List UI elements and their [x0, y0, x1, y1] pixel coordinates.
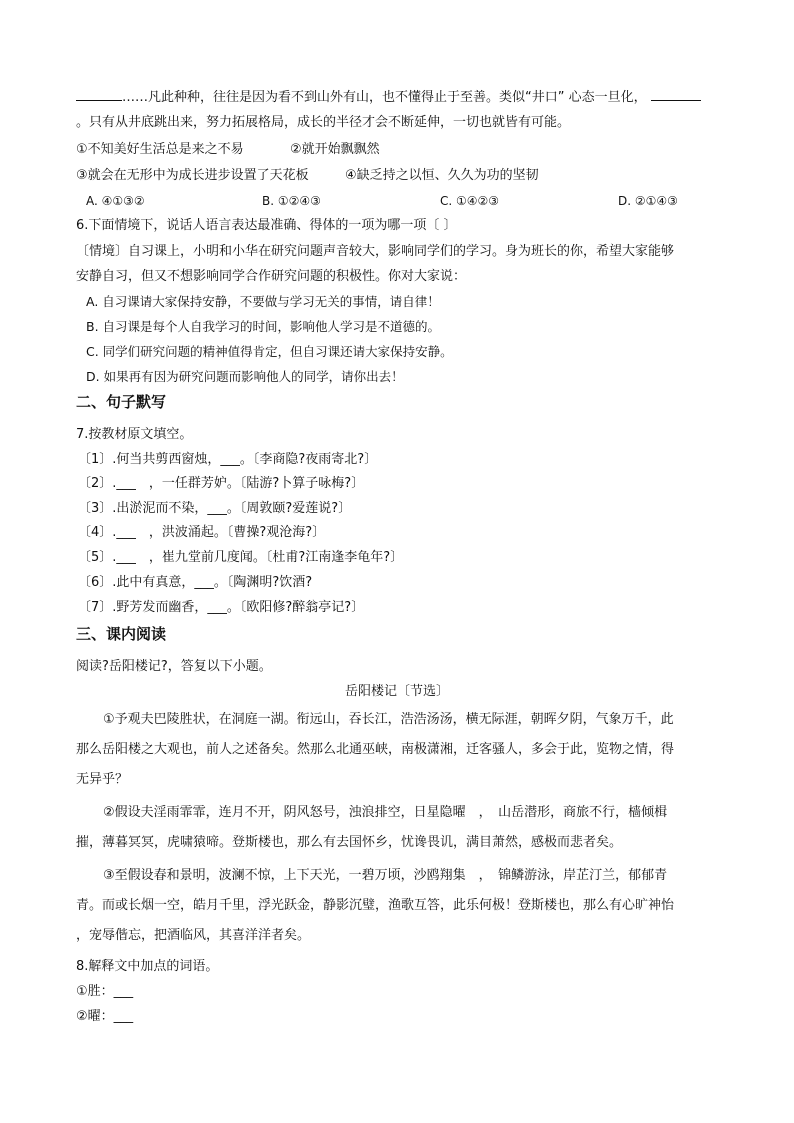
q6-stem: 6.下面情境下，说话人语言表达最准确、得体的一项为哪一项〔 〕	[76, 218, 457, 233]
q5-item-3: ③就会在无形中为成长进步设置了天花板	[76, 168, 309, 183]
q5-option-d[interactable]: D. ②①④③	[618, 194, 678, 208]
q8-stem: 8.解释文中加点的词语。	[76, 959, 219, 974]
q6-context-line1: 〔情境〕自习课上，小明和小华在研究问题声音较大，影响同学们的学习。身为班长的你，希望大家能够	[76, 244, 675, 259]
reading-title: 岳阳楼记〔节选〕	[344, 684, 449, 699]
q5-option-c[interactable]: C. ①④②③	[440, 194, 500, 208]
q7-item-6: 〔6〕.此中有真意，___。〔陶渊明?饮酒?	[78, 575, 313, 590]
answer-blank	[651, 88, 701, 101]
q5-item-1: ①不知美好生活总是来之不易	[76, 142, 244, 157]
q5-option-b[interactable]: B. ①②④③	[262, 194, 321, 208]
q7-item-5: 〔5〕.___ ，崔九堂前几度闻。〔杜甫?江南逢李龟年?〕	[78, 550, 404, 565]
section-heading-dictation: 二、句子默写	[76, 393, 167, 411]
q6-option-c[interactable]: C. 同学们研究问题的精神值得肯定，但自习课还请大家保持安静。	[86, 344, 453, 359]
q5-option-a[interactable]: A. ④①③②	[86, 194, 145, 208]
q7-item-7: 〔7〕.野芳发而幽香，___。〔欧阳修?醉翁亭记?〕	[78, 600, 365, 615]
reading-intro: 阅读?岳阳楼记?，答复以下小题。	[76, 659, 272, 674]
q5-passage-line1: ……凡此种种，往往是因为看不到山外有山，也不懂得止于至善。类似“井口” 心态一旦化，	[76, 88, 701, 107]
q7-item-1: 〔1〕.何当共剪西窗烛，___。〔李商隐?夜雨寄北?〕	[78, 452, 378, 467]
q5-passage-line2: 。只有从井底跳出来，努力拓展格局，成长的半径才会不断延伸，一切也就皆有可能。	[76, 115, 571, 130]
reading-p1-line3: 无异乎？	[76, 772, 129, 787]
answer-blank	[76, 88, 122, 101]
reading-p3-line3: ，宠辱偕忘，把酒临风，其喜洋洋者矣。	[76, 928, 311, 943]
reading-p3-line2: 青。而或长烟一空，皓月千里，浮光跃金，静影沉璧，渔歌互答，此乐何极！登斯楼也，那么有心旷神怡	[76, 898, 675, 913]
q6-option-b[interactable]: B. 自习课是每个人自我学习的时间，影响他人学习是不道德的。	[86, 319, 441, 334]
section-heading-reading: 三、课内阅读	[76, 625, 167, 643]
reading-p2-line2: 摧，薄暮冥冥，虎啸猿啼。登斯楼也，那么有去国怀乡，忧谗畏讥，满目萧然，感极而悲者矣。	[76, 835, 623, 850]
reading-p2-line1: ②假设夫淫雨霏霏，连月不开，阴风怒号，浊浪排空，日星隐曜 ， 山岳潜形，商旅不行，樯倾楫	[103, 805, 668, 820]
q5-item-2: ②就开始飘飘然	[290, 142, 380, 157]
q7-item-2: 〔2〕.___ ，一任群芳妒。〔陆游?卜算子咏梅?〕	[78, 476, 365, 491]
q7-item-4: 〔4〕.___ ，洪波涌起。〔曹操?观沧海?〕	[78, 525, 326, 540]
q8-item-2: ②曜：___	[76, 1009, 134, 1024]
q7-item-3: 〔3〕.出淤泥而不染，___。〔周敦颐?爱莲说?〕	[78, 501, 352, 516]
reading-p3-line1: ③至假设春和景明，波澜不惊，上下天光，一碧万顷，沙鸥翔集 ， 锦鳞游泳，岸芷汀兰，郁郁青	[103, 868, 668, 883]
q6-context-line2: 安静自习，但又不想影响同学合作研究问题的积极性。你对大家说：	[76, 269, 467, 284]
q6-option-a[interactable]: A. 自习课请大家保持安静，不要做与学习无关的事情，请自律！	[86, 294, 440, 309]
q6-option-d[interactable]: D. 如果再有因为研究问题而影响他人的同学，请你出去！	[86, 369, 404, 384]
q8-item-1: ①胜：___	[76, 984, 134, 999]
reading-p1-line1: ①予观夫巴陵胜状，在洞庭一湖。衔远山，吞长江，浩浩汤汤，横无际涯，朝晖夕阴，气象万千，此	[103, 712, 674, 727]
q7-stem: 7.按教材原文填空。	[76, 427, 193, 442]
q5-item-4: ④缺乏持之以恒、久久为功的坚韧	[345, 168, 539, 183]
reading-p1-line2: 那么岳阳楼之大观也，前人之述备矣。然那么北通巫峡，南极潇湘，迁客骚人，多会于此，览物之情，得	[76, 742, 675, 757]
